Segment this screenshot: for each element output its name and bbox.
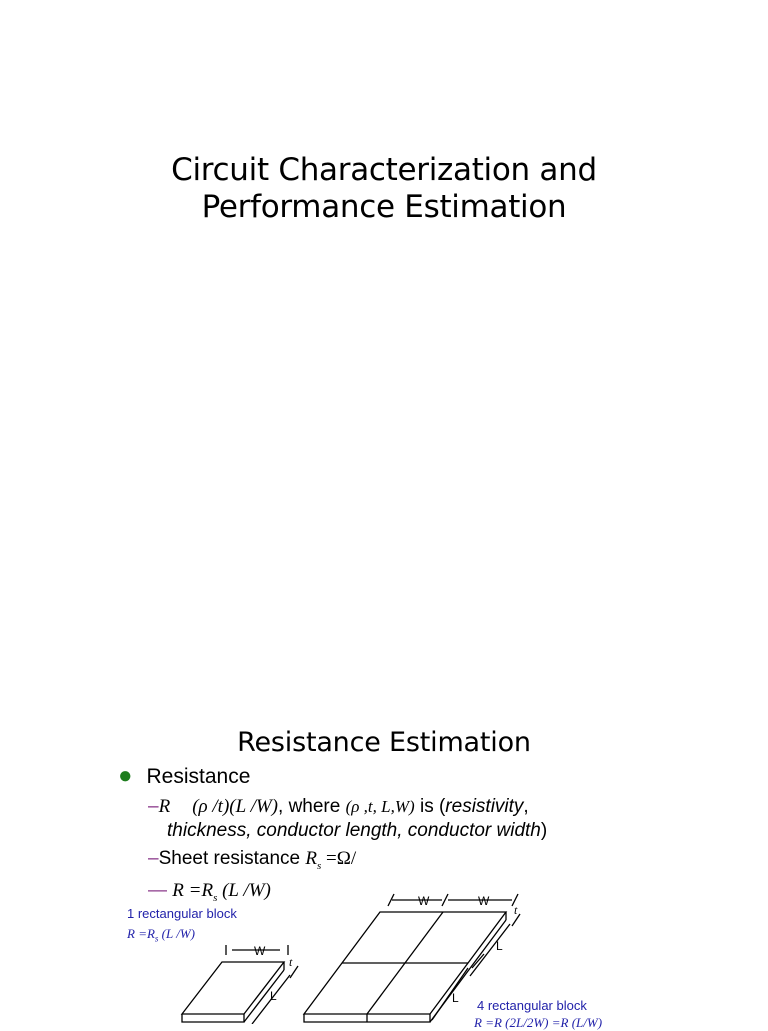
- sub1-where: , where: [278, 796, 346, 817]
- block1-caption: 1 rectangular block: [127, 906, 237, 921]
- block4-label-w2: W: [478, 894, 490, 908]
- block1-sub-s: s: [154, 933, 159, 944]
- block1-label-t: t: [289, 955, 293, 969]
- sub1-dash: –: [148, 796, 159, 817]
- sub3-rest: (L /W): [217, 880, 271, 901]
- block4-label-l1: L: [496, 939, 503, 953]
- slide2-title: Resistance Estimation: [237, 727, 531, 758]
- block1-side-face: [182, 1014, 244, 1022]
- sub3-formula: R =R: [172, 880, 214, 901]
- block4-w-tick-mid: [442, 894, 448, 906]
- sub1-lhs: R: [158, 796, 171, 817]
- sub1-vars: (ρ ,t, L,W): [345, 797, 415, 816]
- block1-rest: (L /W): [158, 926, 196, 941]
- sub1-is: is (: [414, 796, 446, 817]
- bullet-label: Resistance: [146, 765, 251, 788]
- block4-caption: 4 rectangular block: [477, 998, 587, 1013]
- sub2-eq: =Ω/: [321, 848, 357, 869]
- block1-edge: [244, 970, 284, 1022]
- block4-label-w1: W: [418, 894, 430, 908]
- slide1-title-line2: Performance Estimation: [201, 189, 567, 225]
- block1-label-w: W: [254, 944, 266, 958]
- sub1-desc-a: resistivity: [445, 796, 524, 817]
- sub3-dash: —: [148, 880, 167, 901]
- block1-formula: R =R: [127, 926, 155, 941]
- sub1-desc-b: thickness, conductor length, conductor width: [167, 820, 541, 841]
- block1-label-l: L: [270, 989, 277, 1003]
- block1-top-face: [182, 962, 284, 1014]
- block4-formula-text: R =R (2L/2W) =R (L/W): [474, 1015, 603, 1030]
- sub1-rhs: (ρ /t)(L /W): [192, 796, 279, 817]
- sub2-sub-s: s: [317, 859, 322, 872]
- block4-label-l2: L: [452, 991, 459, 1005]
- block4-l2-arrow: [432, 968, 468, 1020]
- single-block-diagram: [182, 945, 298, 1024]
- sub2-dash: –: [148, 848, 159, 869]
- sub1-comma: ,: [523, 796, 529, 817]
- four-block-diagram: [304, 894, 520, 1022]
- block4-label-t: t: [514, 903, 518, 917]
- sub3-sub-s: s: [213, 891, 218, 904]
- sub2-label: Sheet resistance: [158, 848, 306, 869]
- bullet-dot-icon: ●: [118, 762, 133, 789]
- sub2-formula: R: [305, 848, 317, 869]
- slide1-title-line1: Circuit Characterization and: [171, 152, 597, 188]
- sub1-close: ): [540, 820, 548, 841]
- block4-l1-arrow: [470, 924, 510, 976]
